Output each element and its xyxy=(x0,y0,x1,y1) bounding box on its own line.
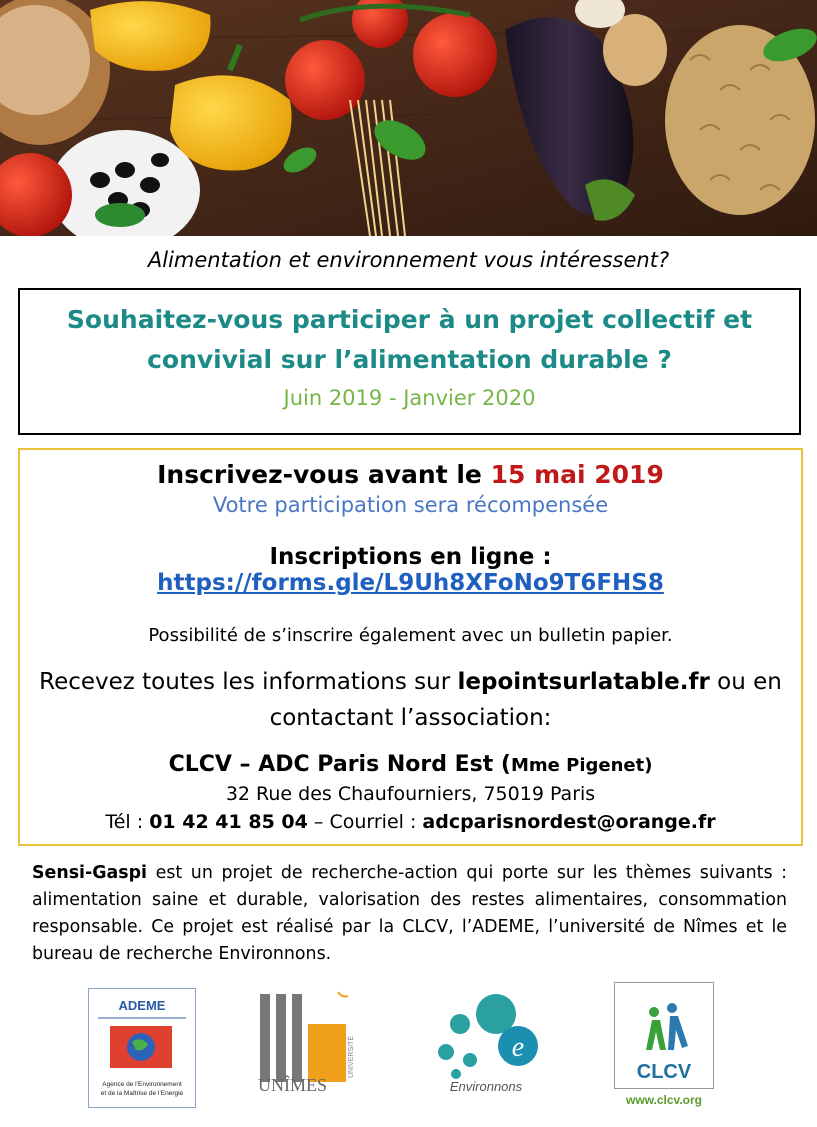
registration-link[interactable]: https://forms.gle/L9Uh8XFoNo9T6FHS8 xyxy=(157,570,664,596)
question-line-1: Souhaitez-vous participer à un projet collectif et xyxy=(66,305,753,334)
svg-text:e: e xyxy=(511,1032,525,1063)
deadline-prefix: Inscrivez-vous avant le xyxy=(157,460,491,489)
tel-number: 01 42 41 85 04 xyxy=(149,811,308,833)
ademe-sub-2: et de la Maîtrise de l’Energie xyxy=(100,1090,184,1097)
deadline-date: 15 mai 2019 xyxy=(490,460,664,489)
project-question xyxy=(20,300,799,380)
clcv-logo xyxy=(614,982,714,1108)
unimes-side-text: UNIVERSITÉ xyxy=(348,1035,355,1078)
contact-line xyxy=(20,811,801,833)
clcv-url: www.clcv.org xyxy=(625,1093,703,1107)
tel-label: Tél : xyxy=(105,811,150,833)
banner-image xyxy=(0,0,817,236)
mail-label: – Courriel : xyxy=(307,811,423,833)
association-name xyxy=(20,752,801,777)
ademe-sub-1: Agence de l’Environnement xyxy=(102,1081,182,1088)
registration-deadline xyxy=(20,460,801,489)
unimes-text: UNÎMES xyxy=(258,1075,328,1095)
ademe-logo xyxy=(88,988,196,1108)
question-line-2: convivial sur l’alimentation durable ? xyxy=(147,345,672,374)
environnons-text: Environnons xyxy=(449,1079,523,1094)
info-line-2: contactant l’association: xyxy=(269,705,552,731)
project-dates: Juin 2019 - Janvier 2020 xyxy=(283,386,536,410)
online-label: Inscriptions en ligne : xyxy=(269,544,552,570)
info-site: lepointsurlatable.fr xyxy=(457,669,710,695)
description-text: est un projet de recherche-action qui porte sur les thèmes suivants : alimentation saine et durable, valorisation des restes alimentaires, consommation responsable. Ce projet est réalisé par la CLCV, l’ADEME, l’université de Nîmes et le bureau de recherche Environnons. xyxy=(32,863,787,964)
project-box xyxy=(18,288,801,435)
assoc-name: CLCV – ADC Paris Nord Est ( xyxy=(168,752,511,777)
ademe-title: ADEME xyxy=(118,998,166,1013)
info-prefix: Recevez toutes les informations sur xyxy=(39,669,458,695)
environnons-logo xyxy=(430,990,542,1100)
mail-address: adcparisnordest@orange.fr xyxy=(422,811,716,833)
unimes-logo xyxy=(258,988,366,1098)
tagline: Alimentation et environnement vous intéressent? xyxy=(147,248,670,272)
paper-option: Possibilité de s’inscrire également avec un bulletin papier. xyxy=(148,625,673,646)
description-brand: Sensi-Gaspi xyxy=(32,863,148,883)
info-suffix: ou en xyxy=(709,669,782,695)
project-description xyxy=(32,860,787,968)
reward-note: Votre participation sera récompensée xyxy=(212,493,609,517)
clcv-text: CLCV xyxy=(636,1061,692,1083)
online-registration xyxy=(20,544,801,596)
assoc-contact: Mme Pigenet) xyxy=(510,755,653,776)
registration-box xyxy=(18,448,803,846)
info-text xyxy=(20,664,801,736)
association-address: 32 Rue des Chaufourniers, 75019 Paris xyxy=(225,783,596,805)
